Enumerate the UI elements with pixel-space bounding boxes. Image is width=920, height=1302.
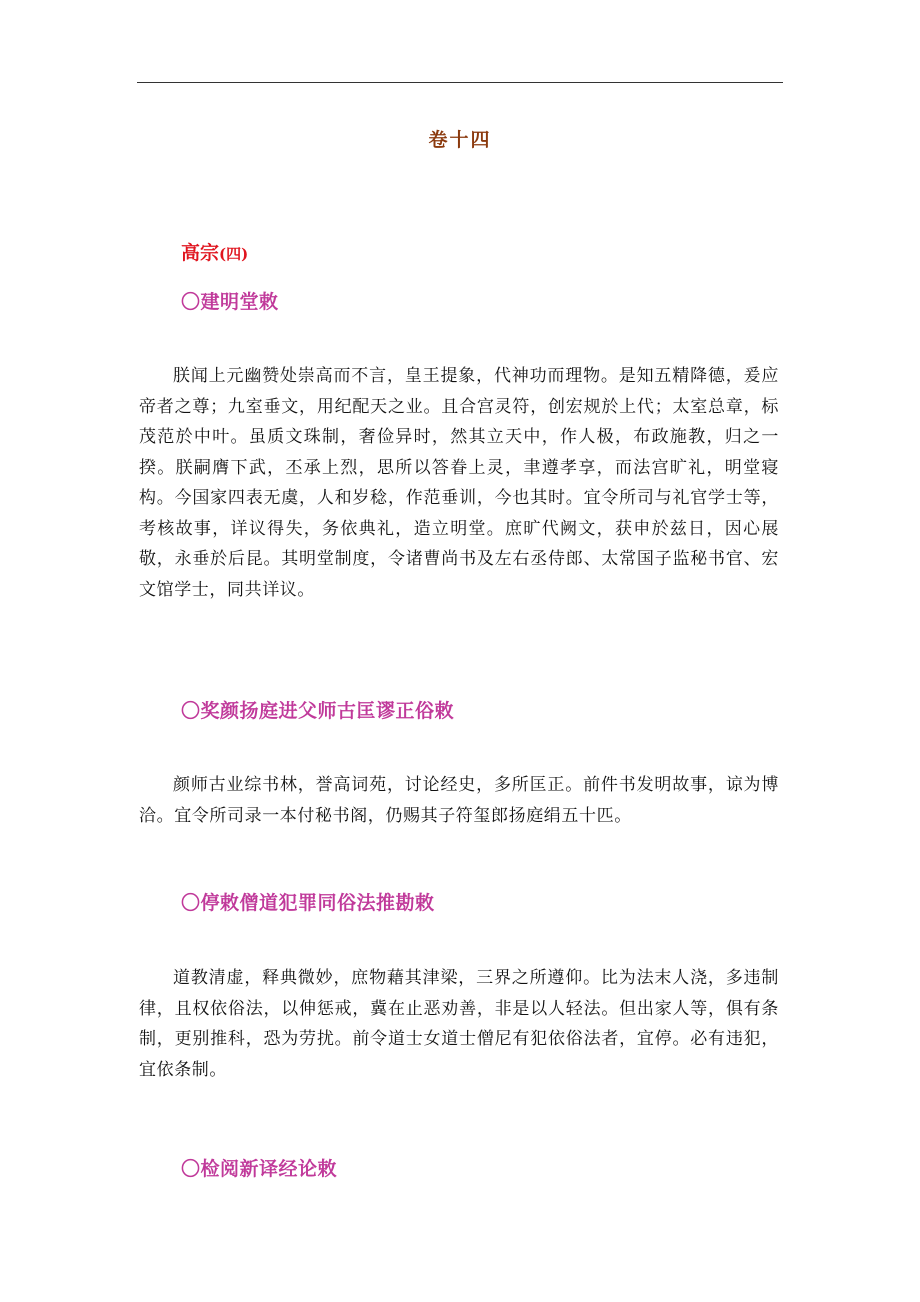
section-body-3: 道教清虚，释典微妙，庶物藉其津梁，三界之所遵仰。比为法末人浇，多违制律，且权依俗法，以伸惩戒，冀在止恶劝善，非是以人轻法。但出家人等，俱有条制，更别推科，恐为劳扰。前令道士女道士僧尼有犯依俗法者，宜停。必有违犯，宜依条制。	[139, 968, 779, 1080]
section-heading-1: 〇建明堂敕	[181, 291, 279, 313]
section-body-1: 朕闻上元幽赞处崇高而不言，皇王提象，代神功而理物。是知五精降德，爰应帝者之尊；九室垂文，用纪配天之业。且合宫灵符，创宏规於上代；太室总章，标茂范於中叶。虽质文珠制，奢俭异时，然其立天中，作人极，布政施教，归之一揆。朕嗣膺下武，丕承上烈，思所以答眷上灵，聿遵孝享，而法宫旷礼，明堂寝构。今国家四表无虞，人和岁稔，作范垂训，今也其时。宜令所司与礼官学士等，考核故事，详议得失，务依典礼，造立明堂。庶旷代阙文，获申於兹日，因心展敬，永垂於后昆。其明堂制度，令诸曹尚书及左右丞侍郎、太常国子监秘书官、宏文馆学士，同共详议。	[139, 366, 779, 600]
top-divider	[137, 82, 783, 83]
section-heading-3: 〇停敕僧道犯罪同俗法推勘敕	[181, 892, 435, 914]
volume-title: 卷十四	[428, 129, 492, 151]
section-heading-2: 〇奖颜扬庭进父师古匡谬正俗敕	[181, 700, 455, 722]
emperor-name: 高宗	[181, 242, 220, 264]
emperor-heading	[181, 238, 248, 265]
section-heading-4: 〇检阅新译经论敕	[181, 1158, 338, 1180]
section-body-2: 颜师古业综书林，誉高词苑，讨论经史，多所匡正。前件书发明故事，谅为博洽。宜令所司录一本付秘书阁，仍赐其子符玺郎扬庭绢五十匹。	[139, 775, 779, 826]
emperor-part: (四)	[219, 245, 249, 263]
